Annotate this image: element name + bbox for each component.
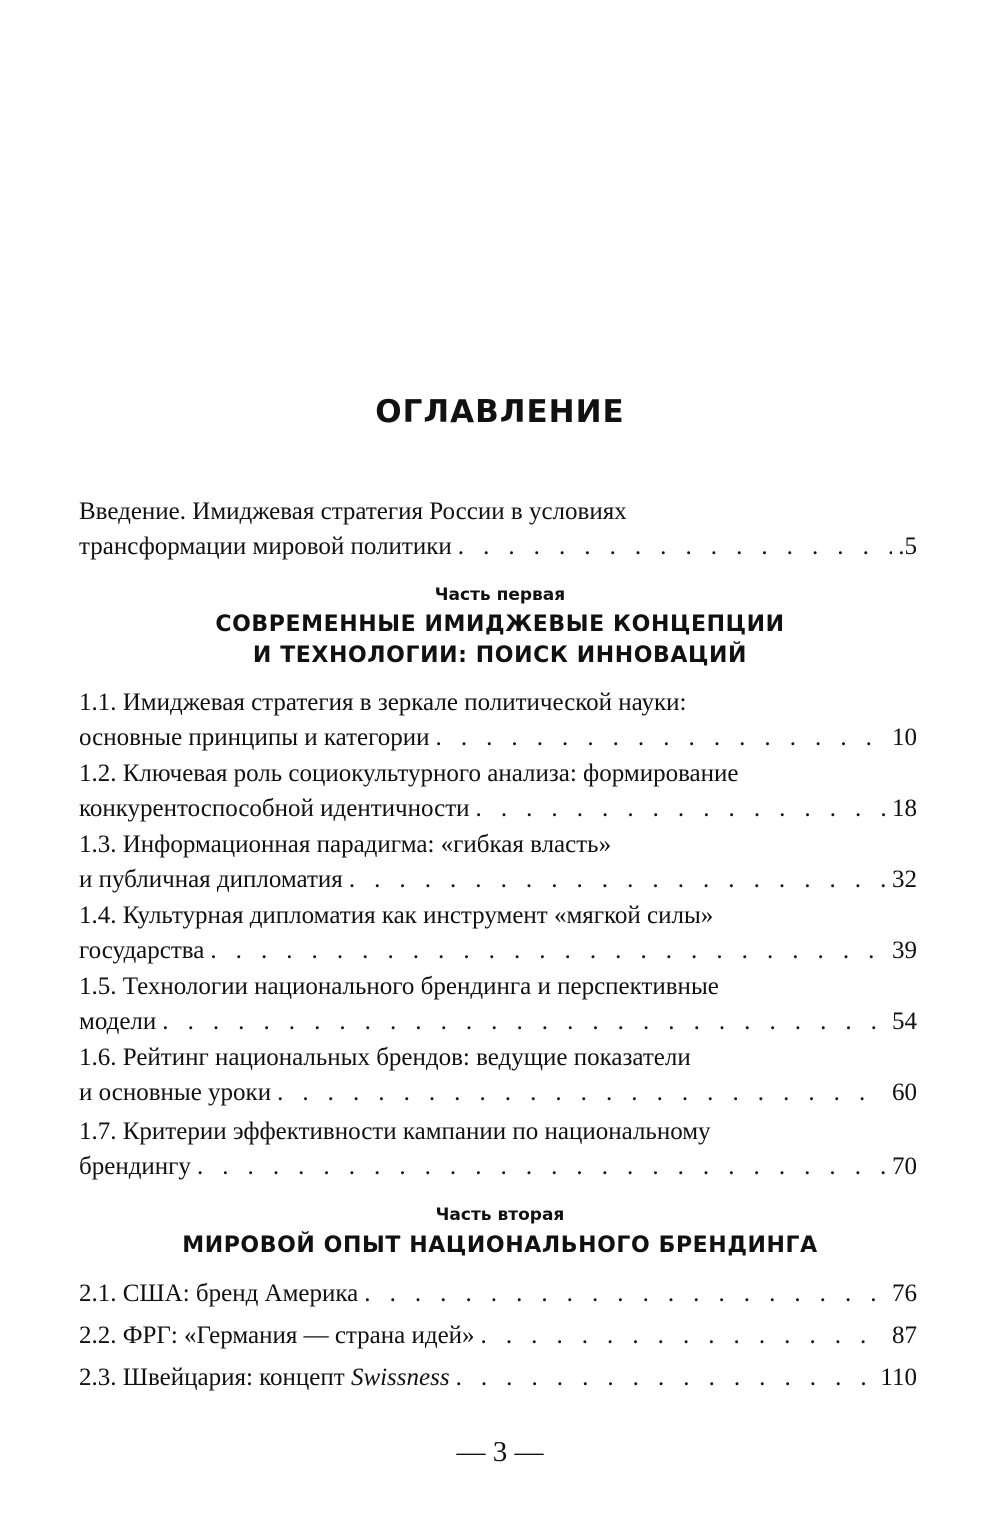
toc-entry-intro xyxy=(79,494,917,564)
dot-leader xyxy=(481,1318,886,1353)
part2-title: МИРОВОЙ ОПЫТ НАЦИОНАЛЬНОГО БРЕНДИНГА xyxy=(182,1233,818,1258)
entry-text-line2: и основные уроки xyxy=(79,1079,272,1106)
page-number: — 3 — xyxy=(456,1436,544,1468)
entry-text-line2: конкурентоспособной идентичности xyxy=(79,795,470,822)
entry-text-line1: 1.6. Рейтинг национальных брендов: ведущие показатели xyxy=(79,1044,691,1071)
dot-leader xyxy=(277,1075,886,1110)
dot-leader xyxy=(476,791,886,826)
entry-text-line2: государства xyxy=(79,937,205,964)
dot-leader xyxy=(456,1360,875,1395)
dot-leader xyxy=(349,862,886,897)
entry-text: 2.3. Швейцария: концепт Swissness xyxy=(79,1364,450,1391)
entry-text-line2: модели xyxy=(79,1008,157,1035)
entry-text-line1: 1.2. Ключевая роль социокультурного анализа: формирование xyxy=(79,760,739,787)
entry-text-italic: Swissness xyxy=(350,1364,450,1391)
entry-text-line1: 1.3. Информационная парадигма: «гибкая власть» xyxy=(79,831,612,858)
entry-page-number: .5 xyxy=(898,533,917,560)
entry-text-line1: 1.4. Культурная дипломатия как инструмент «мягкой силы» xyxy=(79,902,714,929)
entry-page-number: 10 xyxy=(892,724,917,751)
entry-page-number: 87 xyxy=(892,1322,917,1349)
part2-label: Часть вторая xyxy=(435,1205,565,1225)
toc-entry-2-2 xyxy=(79,1318,917,1353)
toc-entry-1-7 xyxy=(79,1114,917,1184)
part1-label: Часть первая xyxy=(434,585,566,605)
entry-text-line2: основные принципы и категории xyxy=(79,724,430,751)
dot-leader xyxy=(162,1004,886,1039)
entry-text-line1: 1.1. Имиджевая стратегия в зеркале политической науки: xyxy=(79,689,687,716)
entry-page-number: 32 xyxy=(892,866,917,893)
entry-text: 2.2. ФРГ: «Германия — страна идей» xyxy=(79,1322,475,1349)
entry-page-number: 39 xyxy=(892,937,917,964)
entry-text-line2: и публичная дипломатия xyxy=(79,866,343,893)
dot-leader xyxy=(364,1276,886,1311)
dot-leader xyxy=(197,1149,886,1184)
dot-leader xyxy=(458,529,892,564)
part1-title: СОВРЕМЕННЫЕ ИМИДЖЕВЫЕ КОНЦЕПЦИИ И ТЕХНОЛОГИИ: ПОИСК ИННОВАЦИЙ xyxy=(215,612,785,668)
toc-entry-2-1 xyxy=(79,1276,917,1311)
entry-text-line1: 1.5. Технологии национального брендинга и перспективные xyxy=(79,973,719,1000)
entry-text-line2: брендингу xyxy=(79,1153,191,1180)
toc-entry-2-3 xyxy=(79,1360,917,1395)
entry-page-number: 76 xyxy=(892,1280,917,1307)
dot-leader xyxy=(436,720,886,755)
entry-text-line2: трансформации мировой политики xyxy=(79,533,452,560)
entry-text-line1: Введение. Имиджевая стратегия России в условиях xyxy=(79,498,627,525)
toc-entry-1-2 xyxy=(79,756,917,826)
toc-entry-1-4 xyxy=(79,898,917,968)
toc-entry-1-5 xyxy=(79,969,917,1039)
toc-heading: ОГЛАВЛЕНИЕ xyxy=(375,394,625,430)
entry-text-line1: 1.7. Критерии эффективности кампании по национальному xyxy=(79,1118,711,1145)
toc-entry-1-6 xyxy=(79,1040,917,1110)
entry-page-number: 70 xyxy=(892,1153,917,1180)
entry-text: 2.1. США: бренд Америка xyxy=(79,1280,359,1307)
entry-page-number: 110 xyxy=(880,1364,917,1391)
toc-entry-1-1 xyxy=(79,685,917,755)
entry-page-number: 18 xyxy=(892,795,917,822)
entry-page-number: 54 xyxy=(892,1008,917,1035)
dot-leader xyxy=(210,933,886,968)
entry-page-number: 60 xyxy=(892,1079,917,1106)
toc-entry-1-3 xyxy=(79,827,917,897)
